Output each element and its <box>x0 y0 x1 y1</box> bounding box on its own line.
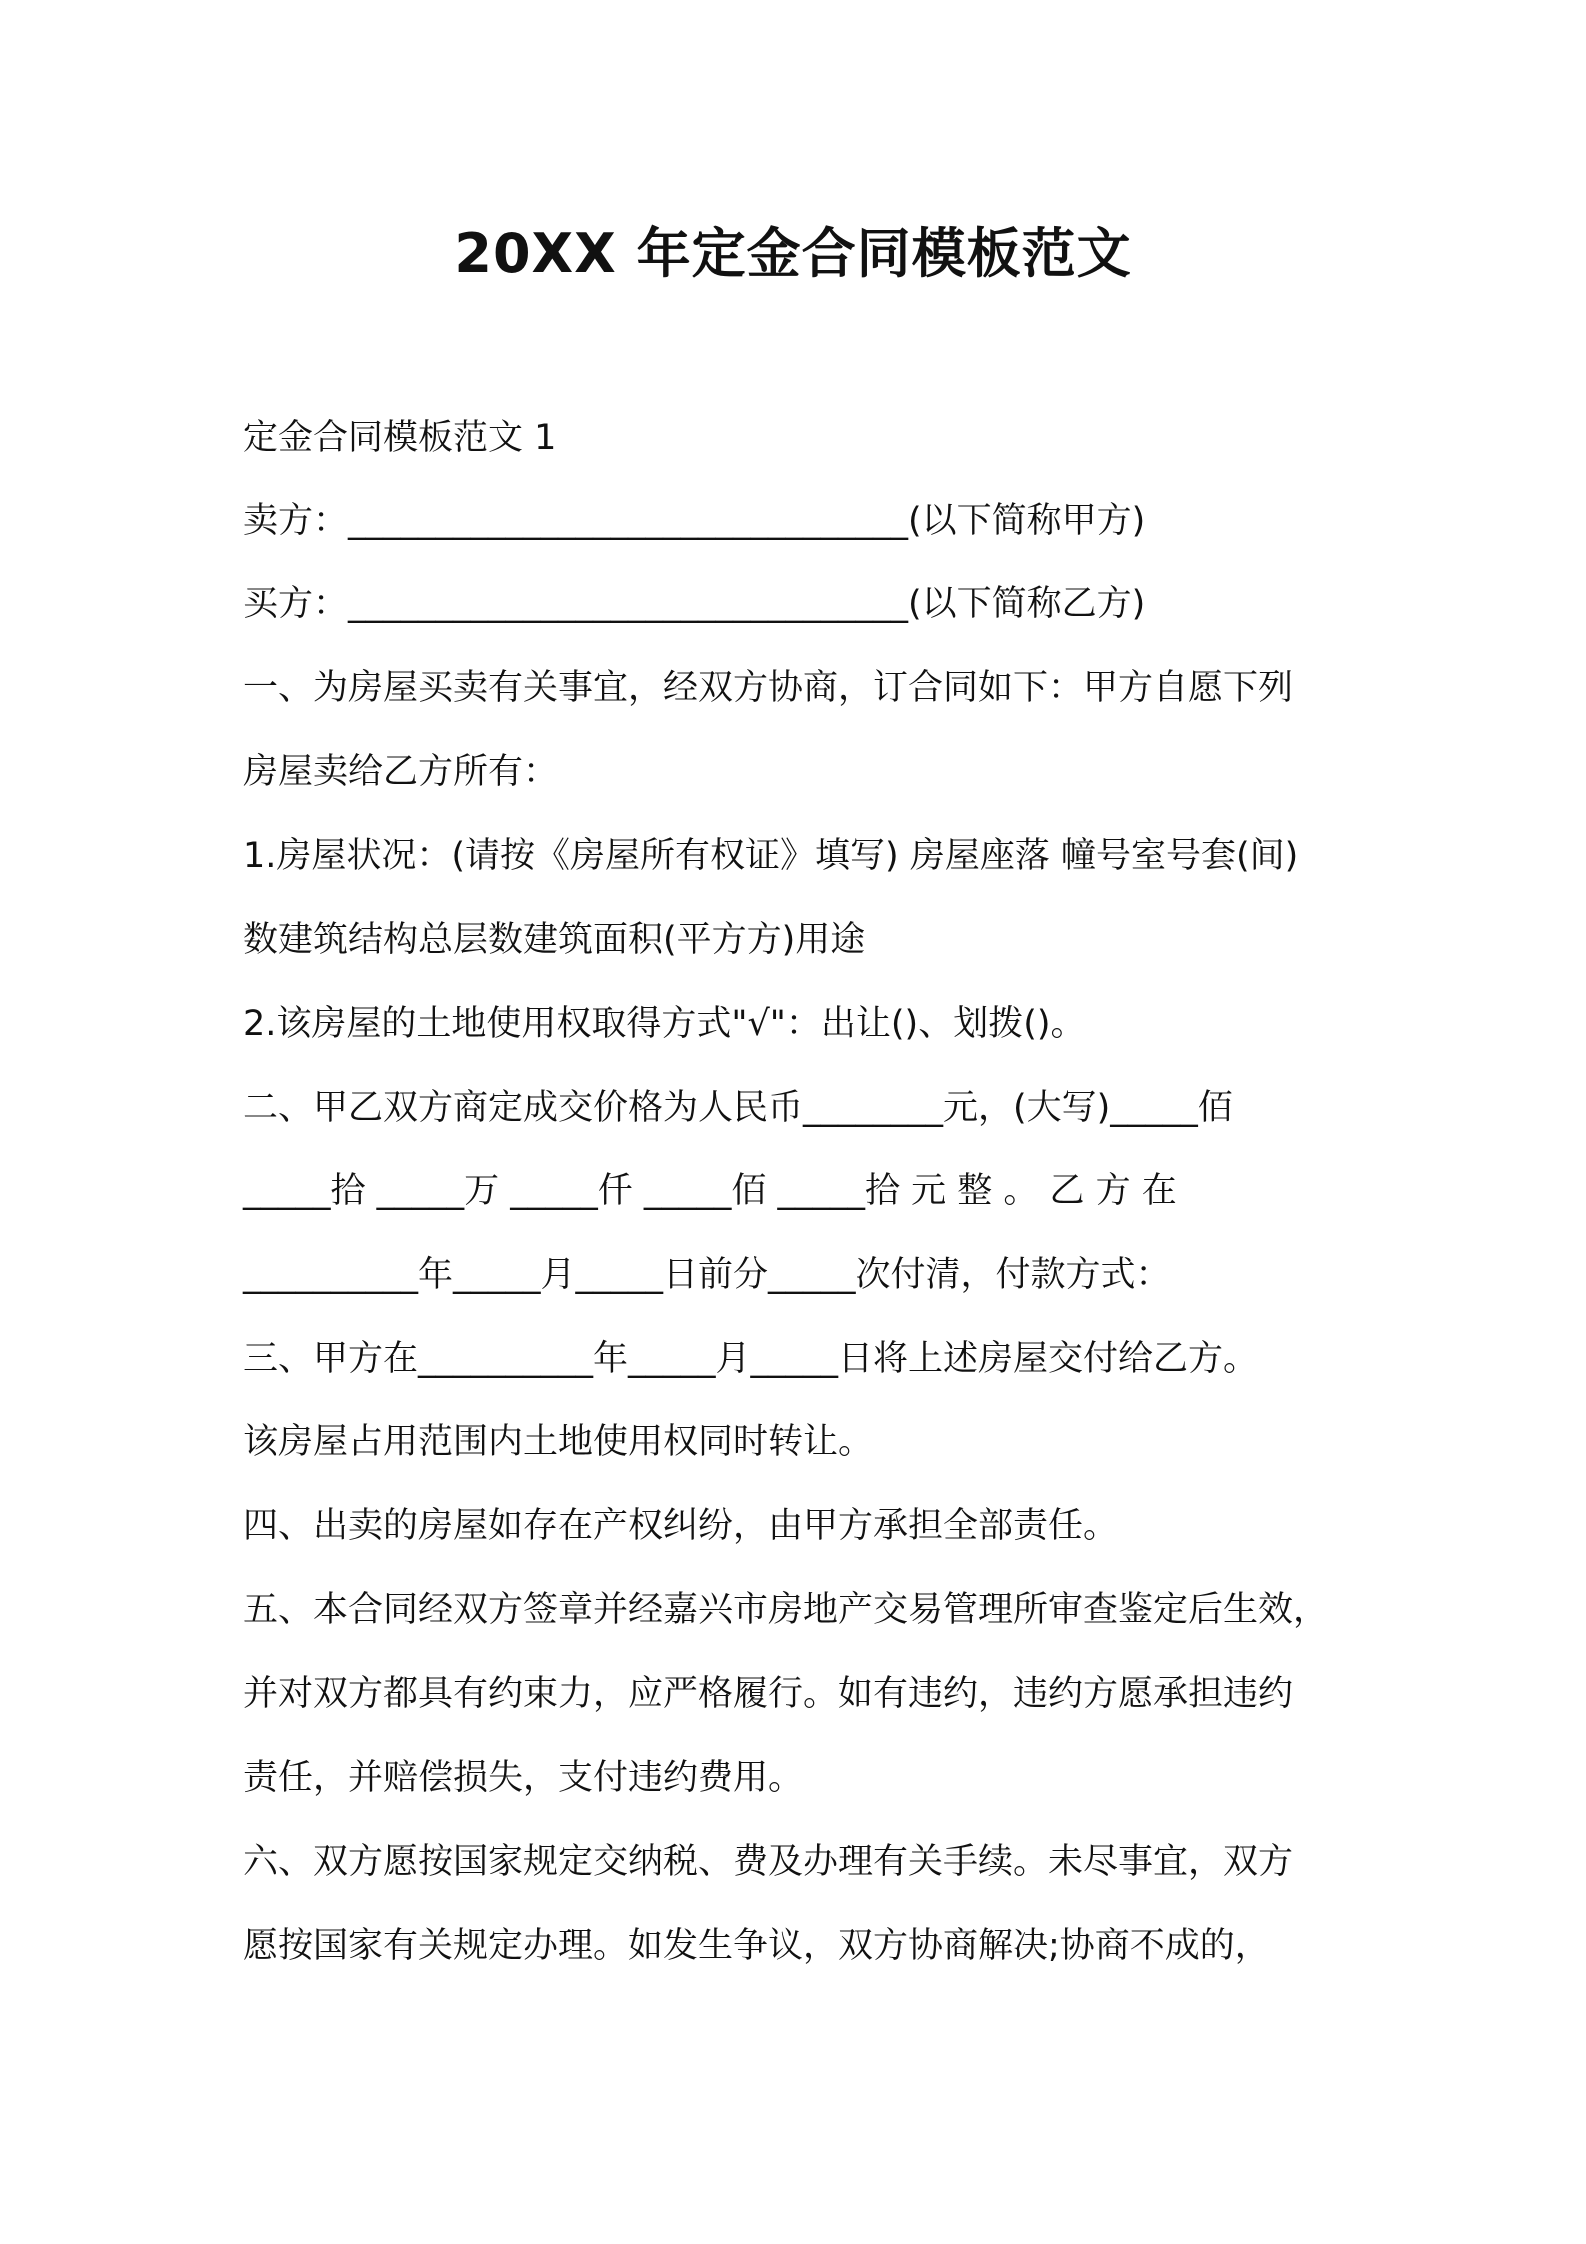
buyer-line: 买方：________________________________(以下简称乙方) <box>243 584 1146 624</box>
paragraph-line: __________年_____月_____日前分_____次付清，付款方式： <box>243 1255 1171 1295</box>
paragraph-line: 2.该房屋的土地使用权取得方式"√"：出让()、划拨()。 <box>243 1004 1086 1044</box>
paragraph-line: 数建筑结构总层数建筑面积(平方方)用途 <box>243 920 866 960</box>
document-title: 20XX 年定金合同模板范文 <box>454 222 1132 285</box>
paragraph-line: 三、甲方在__________年_____月_____日将上述房屋交付给乙方。 <box>243 1339 1259 1379</box>
paragraph-line: 1.房屋状况：(请按《房屋所有权证》填写) 房屋座落 幢号室号套(间) <box>243 836 1299 876</box>
paragraph-line: 并对双方都具有约束力，应严格履行。如有违约，违约方愿承担违约 <box>243 1674 1294 1714</box>
paragraph-line: 该房屋占用范围内土地使用权同时转让。 <box>243 1422 874 1462</box>
paragraph-line: 六、双方愿按国家规定交纳税、费及办理有关手续。未尽事宜，双方 <box>243 1842 1294 1882</box>
paragraph-line: 愿按国家有关规定办理。如发生争议，双方协商解决;协商不成的， <box>243 1926 1270 1966</box>
paragraph-line: 责任，并赔偿损失，支付违约费用。 <box>243 1758 804 1798</box>
paragraph-line: _____拾 _____万 _____仟 _____佰 _____拾 元 整 。 乙 方 在 <box>243 1171 1177 1211</box>
paragraph-line: 五、本合同经双方签章并经嘉兴市房地产交易管理所审查鉴定后生效， <box>243 1590 1329 1630</box>
seller-line: 卖方：________________________________(以下简称甲方) <box>243 501 1146 541</box>
section-heading: 定金合同模板范文 1 <box>243 418 557 458</box>
paragraph-line: 一、为房屋买卖有关事宜，经双方协商，订合同如下：甲方自愿下列 <box>243 668 1294 708</box>
paragraph-line: 四、出卖的房屋如存在产权纠纷，由甲方承担全部责任。 <box>243 1506 1119 1546</box>
paragraph-line: 房屋卖给乙方所有： <box>243 752 559 792</box>
paragraph-line: 二、甲乙双方商定成交价格为人民币________元，(大写)_____佰 <box>243 1088 1233 1128</box>
